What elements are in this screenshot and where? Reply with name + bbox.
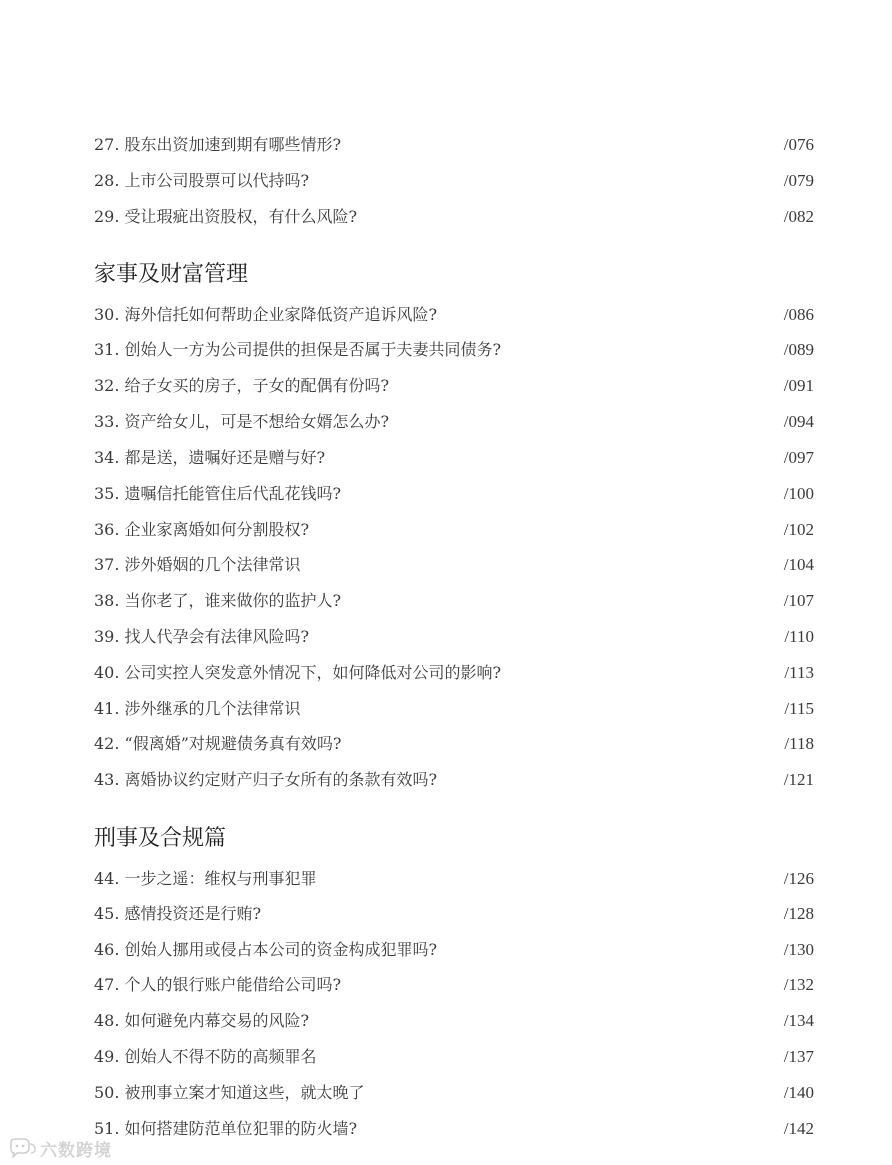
toc-entry-title: 27. 股东出资加速到期有哪些情形? [94, 135, 342, 154]
toc-entry-page: /140 [783, 1083, 814, 1102]
toc-entry[interactable] [94, 518, 814, 542]
toc-entry-title: 38. 当你老了，谁来做你的监护人? [94, 591, 342, 610]
toc-entry-page: /142 [783, 1119, 814, 1138]
toc-entry-title: 32. 给子女买的房子，子女的配偶有份吗? [94, 376, 390, 395]
toc-entry-page: /082 [783, 207, 814, 226]
toc-entry-page: /130 [783, 940, 814, 959]
toc-entry-page: /128 [783, 904, 814, 923]
toc-entry-page: /100 [783, 484, 814, 503]
toc-entry-page: /079 [783, 171, 814, 190]
toc-entry-title: 34. 都是送，遗嘱好还是赠与好? [94, 448, 326, 467]
toc-entry-page: /113 [784, 663, 814, 682]
toc-entry[interactable] [94, 697, 814, 721]
toc-entry[interactable] [94, 169, 814, 193]
toc-entry[interactable] [94, 867, 814, 891]
toc-entry-page: /115 [784, 699, 814, 718]
toc-entry-title: 45. 感情投资还是行贿? [94, 904, 262, 923]
toc-entry-title: 30. 海外信托如何帮助企业家降低资产追诉风险? [94, 305, 438, 324]
toc-entry[interactable] [94, 482, 814, 506]
section-heading: 刑事及合规篇 [94, 826, 227, 851]
section-heading: 家事及财富管理 [94, 262, 249, 287]
toc-entry-title: 49. 创始人不得不防的高频罪名 [94, 1047, 317, 1066]
toc-entry-page: /094 [783, 412, 814, 431]
toc-entry[interactable] [94, 1009, 814, 1033]
toc-entry-title: 41. 涉外继承的几个法律常识 [94, 699, 301, 718]
toc-entry-title: 46. 创始人挪用或侵占本公司的资金构成犯罪吗? [94, 940, 438, 959]
toc-entry[interactable] [94, 768, 814, 792]
toc-entry[interactable] [94, 661, 814, 685]
chat-bubble-logo-icon [8, 1138, 36, 1158]
toc-entry[interactable] [94, 1045, 814, 1069]
toc-entry-title: 47. 个人的银行账户能借给公司吗? [94, 975, 342, 994]
toc-entry-page: /110 [784, 627, 814, 646]
toc-entry[interactable] [94, 446, 814, 470]
toc-entry-page: /086 [783, 305, 814, 324]
toc-entry-page: /134 [783, 1011, 814, 1030]
toc-entry-page: /126 [783, 869, 814, 888]
toc-entry-page: /137 [783, 1047, 814, 1066]
toc-entry-title: 28. 上市公司股票可以代持吗? [94, 171, 310, 190]
toc-entry-page: /076 [783, 135, 814, 154]
toc-entry-page: /104 [783, 555, 814, 574]
toc-entry-title: 36. 企业家离婚如何分割股权? [94, 520, 310, 539]
toc-entry-title: 35. 遗嘱信托能管住后代乱花钱吗? [94, 484, 342, 503]
toc-entry[interactable] [94, 902, 814, 926]
toc-entry-title: 43. 离婚协议约定财产归子女所有的条款有效吗? [94, 770, 438, 789]
toc-entry-page: /091 [783, 376, 814, 395]
toc-entry[interactable] [94, 938, 814, 962]
toc-entry-page: /089 [783, 340, 814, 359]
toc-entry[interactable] [94, 133, 814, 157]
toc-entry[interactable] [94, 205, 814, 229]
toc-entry-page: /132 [783, 975, 814, 994]
toc-entry[interactable] [94, 303, 814, 327]
toc-entry[interactable] [94, 625, 814, 649]
toc-entry[interactable] [94, 589, 814, 613]
toc-entry[interactable] [94, 338, 814, 362]
toc-entry-page: /118 [784, 734, 814, 753]
toc-entry-title: 29. 受让瑕疵出资股权，有什么风险? [94, 207, 358, 226]
toc-entry[interactable] [94, 410, 814, 434]
toc-entry-page: /097 [783, 448, 814, 467]
toc-entry-title: 37. 涉外婚姻的几个法律常识 [94, 555, 301, 574]
toc-entry[interactable] [94, 973, 814, 997]
toc-entry-title: 50. 被刑事立案才知道这些，就太晚了 [94, 1083, 365, 1102]
toc-entry-title: 51. 如何搭建防范单位犯罪的防火墙? [94, 1119, 358, 1138]
toc-entry[interactable] [94, 1081, 814, 1105]
watermark-text: 六数跨境 [40, 1140, 112, 1161]
toc-entry-page: /107 [783, 591, 814, 610]
toc-entry[interactable] [94, 553, 814, 577]
toc-entry-page: /102 [783, 520, 814, 539]
toc-entry-title: 31. 创始人一方为公司提供的担保是否属于夫妻共同债务? [94, 340, 502, 359]
toc-entry-page: /121 [783, 770, 814, 789]
toc-entry-title: 44. 一步之遥：维权与刑事犯罪 [94, 869, 317, 888]
toc-entry[interactable] [94, 732, 814, 756]
watermark [8, 1136, 112, 1160]
toc-entry[interactable] [94, 374, 814, 398]
toc-entry-title: 40. 公司实控人突发意外情况下，如何降低对公司的影响? [94, 663, 502, 682]
toc-entry[interactable] [94, 1117, 814, 1141]
toc-entry-title: 42. “假离婚”对规避债务真有效吗? [94, 734, 342, 753]
toc-entry-title: 33. 资产给女儿，可是不想给女婿怎么办? [94, 412, 390, 431]
toc-entry-title: 48. 如何避免内幕交易的风险? [94, 1011, 310, 1030]
toc-entry-title: 39. 找人代孕会有法律风险吗? [94, 627, 310, 646]
